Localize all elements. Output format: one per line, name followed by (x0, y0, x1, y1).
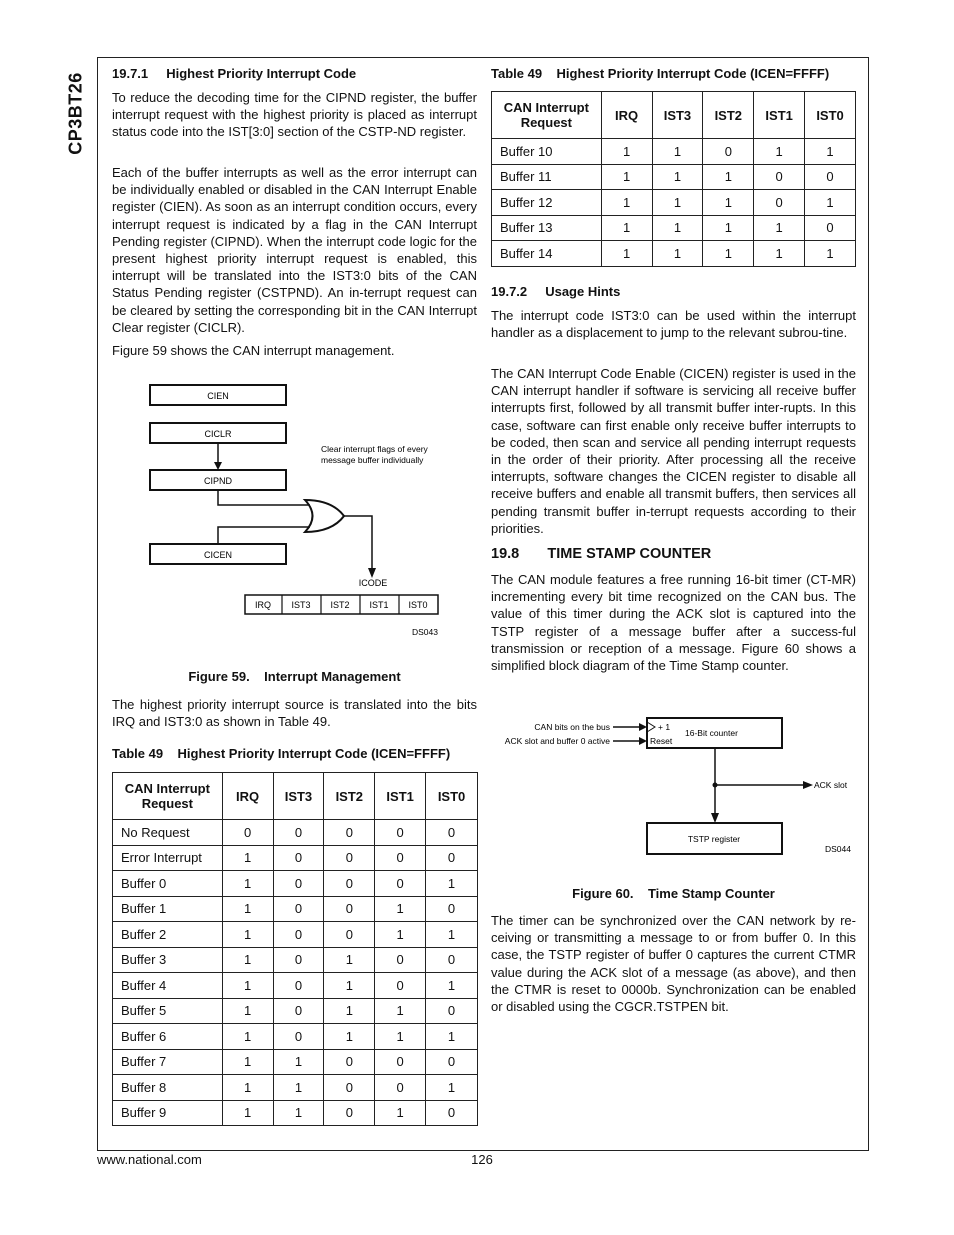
field-ist3: IST3 (291, 600, 311, 610)
table-cell-bit: 1 (754, 215, 805, 241)
table-cell-request: Buffer 11 (492, 164, 602, 190)
figure-60-caption: Figure 60. Time Stamp Counter (572, 886, 775, 901)
table-cell-bit: 0 (273, 947, 324, 973)
table-cell-bit: 1 (754, 139, 805, 165)
table-cell-bit: 0 (324, 896, 375, 922)
table-cell-request: Buffer 2 (113, 922, 223, 948)
reset-label: Reset (650, 736, 673, 746)
table-cell-bit: 1 (324, 1024, 375, 1050)
left-interrupt-code-table (112, 772, 478, 1126)
table-cell-bit: 0 (375, 1049, 426, 1075)
table-row (492, 139, 856, 165)
table-cell-bit: 1 (324, 998, 375, 1024)
table-cell-bit: 1 (426, 973, 478, 999)
table-cell-bit: 1 (273, 1100, 324, 1126)
table-cell-bit: 1 (703, 215, 754, 241)
figure-60-ds-code: DS044 (825, 844, 851, 854)
right-table-caption: Table 49 Highest Priority Interrupt Code (ICEN=FFFF) (491, 66, 830, 81)
column-header: IST1 (375, 773, 426, 820)
tstp-label: TSTP register (687, 834, 741, 844)
table-cell-bit: 1 (652, 164, 703, 190)
table-cell-bit: 1 (703, 190, 754, 216)
field-irq: IRQ (254, 600, 272, 610)
section-19-7-2-heading: 19.7.2 Usage Hints (491, 284, 621, 299)
table-cell-bit: 1 (375, 896, 426, 922)
figure-59-diagram (140, 380, 460, 645)
table-cell-bit: 1 (222, 896, 273, 922)
table-cell-bit: 1 (222, 871, 273, 897)
table-cell-bit: 1 (375, 1100, 426, 1126)
table-cell-bit: 1 (222, 973, 273, 999)
table-header-row (113, 773, 478, 820)
table-cell-bit: 1 (805, 139, 856, 165)
table-cell-bit: 1 (222, 845, 273, 871)
side-product-label (58, 56, 88, 176)
table-cell-bit: 0 (375, 947, 426, 973)
counter-label: 16-Bit counter (685, 728, 738, 738)
table-cell-bit: 1 (222, 1075, 273, 1101)
table-cell-bit: 0 (324, 820, 375, 846)
clear-note-line-2: message buffer individually (321, 455, 424, 465)
table-row (492, 164, 856, 190)
table-cell-bit: 1 (652, 190, 703, 216)
table-cell-request: Buffer 1 (113, 896, 223, 922)
table-cell-request: No Request (113, 820, 223, 846)
table-cell-bit: 1 (222, 1049, 273, 1075)
page-frame-right (868, 57, 869, 1151)
cien-label: CIEN (207, 391, 229, 401)
table-row (113, 973, 478, 999)
table-cell-bit: 0 (273, 922, 324, 948)
column-header: IST3 (652, 92, 703, 139)
table-cell-request: Buffer 6 (113, 1024, 223, 1050)
table-row (492, 241, 856, 267)
column-header: IST2 (324, 773, 375, 820)
field-ist1: IST1 (369, 600, 389, 610)
column-header: IRQ (222, 773, 273, 820)
figure-59-ds-code: DS043 (412, 627, 438, 637)
table-cell-bit: 1 (222, 1024, 273, 1050)
table-cell-bit: 1 (222, 947, 273, 973)
table-cell-bit: 0 (375, 973, 426, 999)
column-header: IST3 (273, 773, 324, 820)
table-row (113, 1100, 478, 1126)
table-cell-bit: 1 (426, 922, 478, 948)
column-header: IRQ (601, 92, 652, 139)
table-cell-request: Buffer 8 (113, 1075, 223, 1101)
section-19-8-heading: 19.8 TIME STAMP COUNTER (491, 546, 712, 562)
table-row (113, 1049, 478, 1075)
field-ist2: IST2 (330, 600, 350, 610)
table-cell-bit: 0 (426, 820, 478, 846)
figure-59-caption: Figure 59. Interrupt Management (188, 669, 401, 684)
table-cell-bit: 0 (805, 215, 856, 241)
table-cell-request: Buffer 12 (492, 190, 602, 216)
arrow-right-icon (639, 723, 647, 731)
footer-url[interactable]: www.national.com (97, 1152, 202, 1167)
table-cell-bit: 1 (754, 241, 805, 267)
table-cell-bit: 1 (222, 922, 273, 948)
arrow-right-icon (803, 781, 813, 789)
table-cell-bit: 1 (652, 139, 703, 165)
table-cell-bit: 1 (601, 215, 652, 241)
table-cell-bit: 1 (805, 190, 856, 216)
right-paragraph-2: The CAN Interrupt Code Enable (CICEN) register is used in the CAN interrupt handler if software is servicing all receive buffer interrupts first, followed by all transmit buffer inter-rupts. In this case, software can first enable only receive buffer interrupts to be coded, then scan and service all pending interrupt requests in the order of their priority. After processing all the receive interrupts, software changes the CICEN register to disable all receive buffers and enable all transmit buffers, then services all pending transmit buffer in-terrupt requests according to their priorities. (491, 366, 856, 536)
table-cell-bit: 0 (324, 1075, 375, 1101)
page-frame-left (97, 57, 98, 1151)
table-cell-bit: 1 (703, 241, 754, 267)
cicen-label: CICEN (203, 550, 233, 560)
clear-note-line-1: Clear interrupt flags of every (321, 444, 428, 454)
arrow-down-icon (711, 813, 719, 823)
table-cell-bit: 1 (703, 164, 754, 190)
left-paragraph-3: Figure 59 shows the CAN interrupt management. (112, 343, 395, 358)
table-row (113, 1024, 478, 1050)
page-frame-top (97, 57, 868, 58)
table-cell-bit: 0 (426, 896, 478, 922)
table-cell-bit: 0 (324, 1100, 375, 1126)
table-cell-bit: 1 (601, 164, 652, 190)
table-cell-request: Buffer 10 (492, 139, 602, 165)
table-row (113, 922, 478, 948)
column-header: CAN Interrupt Request (492, 92, 602, 139)
table-cell-bit: 0 (222, 820, 273, 846)
table-cell-bit: 1 (222, 1100, 273, 1126)
table-cell-request: Buffer 7 (113, 1049, 223, 1075)
column-header: CAN Interrupt Request (113, 773, 223, 820)
table-cell-bit: 0 (426, 947, 478, 973)
table-cell-bit: 1 (652, 215, 703, 241)
table-row (492, 215, 856, 241)
table-cell-bit: 1 (426, 1075, 478, 1101)
table-cell-bit: 1 (601, 241, 652, 267)
table-cell-bit: 1 (273, 1049, 324, 1075)
ciclr-label: CICLR (204, 429, 232, 439)
table-row (113, 1075, 478, 1101)
table-row (113, 947, 478, 973)
right-interrupt-code-table (491, 91, 856, 267)
input-ack-slot-label: ACK slot and buffer 0 active (504, 736, 610, 746)
table-cell-request: Buffer 3 (113, 947, 223, 973)
table-cell-bit: 1 (426, 1024, 478, 1050)
right-paragraph-1: The interrupt code IST3:0 can be used within the interrupt handler as a displacement to jump to the relevant subrou-tine. (491, 308, 856, 341)
column-header: IST1 (754, 92, 805, 139)
table-row (113, 896, 478, 922)
column-header: IST0 (805, 92, 856, 139)
table-cell-bit: 0 (324, 871, 375, 897)
table-cell-bit: 0 (754, 164, 805, 190)
table-cell-bit: 1 (652, 241, 703, 267)
table-cell-bit: 0 (324, 845, 375, 871)
table-cell-bit: 0 (375, 1075, 426, 1101)
column-header: IST2 (703, 92, 754, 139)
right-paragraph-3: The CAN module features a free running 16-bit timer (CT-MR) incrementing every bit time recognized on the CAN bus. The value of this timer during the ACK slot is captured into the TSTP register of a message buffer after a success-ful transmission or reception of a message. Figure 60 shows a simplified block diagram of the Time Stamp counter. (491, 572, 856, 674)
table-row (113, 845, 478, 871)
arrow-down-icon (368, 568, 376, 578)
table-cell-bit: 0 (805, 164, 856, 190)
page-number: 126 (471, 1152, 493, 1167)
table-cell-bit: 0 (703, 139, 754, 165)
table-cell-bit: 0 (324, 922, 375, 948)
table-cell-bit: 0 (273, 973, 324, 999)
left-paragraph-1: To reduce the decoding time for the CIPND register, the buffer interrupt request with the highest priority is placed as interrupt status code into the IST[3:0] section of the CSTP-ND register. (112, 90, 477, 140)
table-cell-bit: 0 (273, 896, 324, 922)
table-cell-bit: 1 (375, 998, 426, 1024)
column-header: IST0 (426, 773, 478, 820)
table-cell-bit: 1 (601, 190, 652, 216)
table-cell-request: Buffer 13 (492, 215, 602, 241)
table-cell-request: Buffer 0 (113, 871, 223, 897)
table-cell-bit: 0 (324, 1049, 375, 1075)
table-cell-bit: 0 (754, 190, 805, 216)
table-cell-bit: 0 (426, 1100, 478, 1126)
table-cell-bit: 1 (601, 139, 652, 165)
left-paragraph-2: Each of the buffer interrupts as well as the error interrupt can be individually enabled or disabled in the CAN Interrupt Enable register (CIEN). As soon as an interrupt condition occurs, every interrupt request is indicated by a flag in the CAN Interrupt Pending register (CIPND). When the interrupt code logic for the present highest priority interrupt request is enabled, this interrupt will be translated into the IST3:0 bits of the CAN Status Pending register (CSTPND). An in-terrupt request can be cleared by setting the corresponding bit in the CAN Interrupt Clear register (CICLR). (112, 165, 477, 335)
cipnd-label: CIPND (203, 476, 233, 486)
ack-slot-label: ACK slot (814, 780, 848, 790)
table-row (113, 998, 478, 1024)
table-cell-request: Error Interrupt (113, 845, 223, 871)
side-label-text: CP3BT26 (65, 72, 86, 155)
table-cell-bit: 1 (222, 998, 273, 1024)
icode-label: ICODE (358, 578, 388, 588)
field-ist0: IST0 (408, 600, 428, 610)
table-header-row (492, 92, 856, 139)
table-cell-bit: 0 (375, 820, 426, 846)
table-cell-bit: 1 (324, 947, 375, 973)
left-table-caption: Table 49 Highest Priority Interrupt Code (ICEN=FFFF) (112, 746, 451, 761)
table-cell-bit: 0 (426, 998, 478, 1024)
table-cell-bit: 0 (273, 820, 324, 846)
table-cell-bit: 1 (273, 1075, 324, 1101)
table-cell-request: Buffer 5 (113, 998, 223, 1024)
section-19-7-1-heading: 19.7.1 Highest Priority Interrupt Code (112, 66, 357, 81)
page-frame-bottom (97, 1150, 868, 1151)
table-cell-bit: 0 (426, 1049, 478, 1075)
figure-60-diagram (491, 710, 861, 860)
table-cell-bit: 0 (426, 845, 478, 871)
table-row (113, 871, 478, 897)
left-paragraph-4: The highest priority interrupt source is translated into the bits IRQ and IST3:0 as shown in Table 49. (112, 697, 477, 730)
table-cell-bit: 1 (426, 871, 478, 897)
table-cell-request: Buffer 4 (113, 973, 223, 999)
table-cell-request: Buffer 14 (492, 241, 602, 267)
table-row (492, 190, 856, 216)
input-can-bits-label: CAN bits on the bus (534, 722, 610, 732)
table-cell-bit: 0 (273, 871, 324, 897)
table-cell-bit: 1 (375, 922, 426, 948)
table-cell-request: Buffer 9 (113, 1100, 223, 1126)
arrow-right-icon (639, 737, 647, 745)
table-cell-bit: 0 (273, 1024, 324, 1050)
table-cell-bit: 0 (273, 845, 324, 871)
table-cell-bit: 0 (375, 871, 426, 897)
table-cell-bit: 1 (375, 1024, 426, 1050)
junction-dot (713, 783, 718, 788)
table-cell-bit: 1 (324, 973, 375, 999)
table-row (113, 820, 478, 846)
arrow-down-icon (214, 462, 222, 470)
table-cell-bit: 1 (805, 241, 856, 267)
or-gate-symbol (305, 500, 344, 532)
table-cell-bit: 0 (273, 998, 324, 1024)
table-cell-bit: 0 (375, 845, 426, 871)
right-paragraph-4: The timer can be synchronized over the CAN network by re-ceiving or transmitting a message to or from buffer 0. In this case, the TSTP register of buffer 0 captures the current CTMR value during the ACK slot of a message (as above), and then the CTMR is reset to 0000b. Synchronization can be enabled or disabled using the CGCR.TSTPEN bit. (491, 913, 856, 1015)
plus-one-label: + 1 (658, 722, 671, 732)
